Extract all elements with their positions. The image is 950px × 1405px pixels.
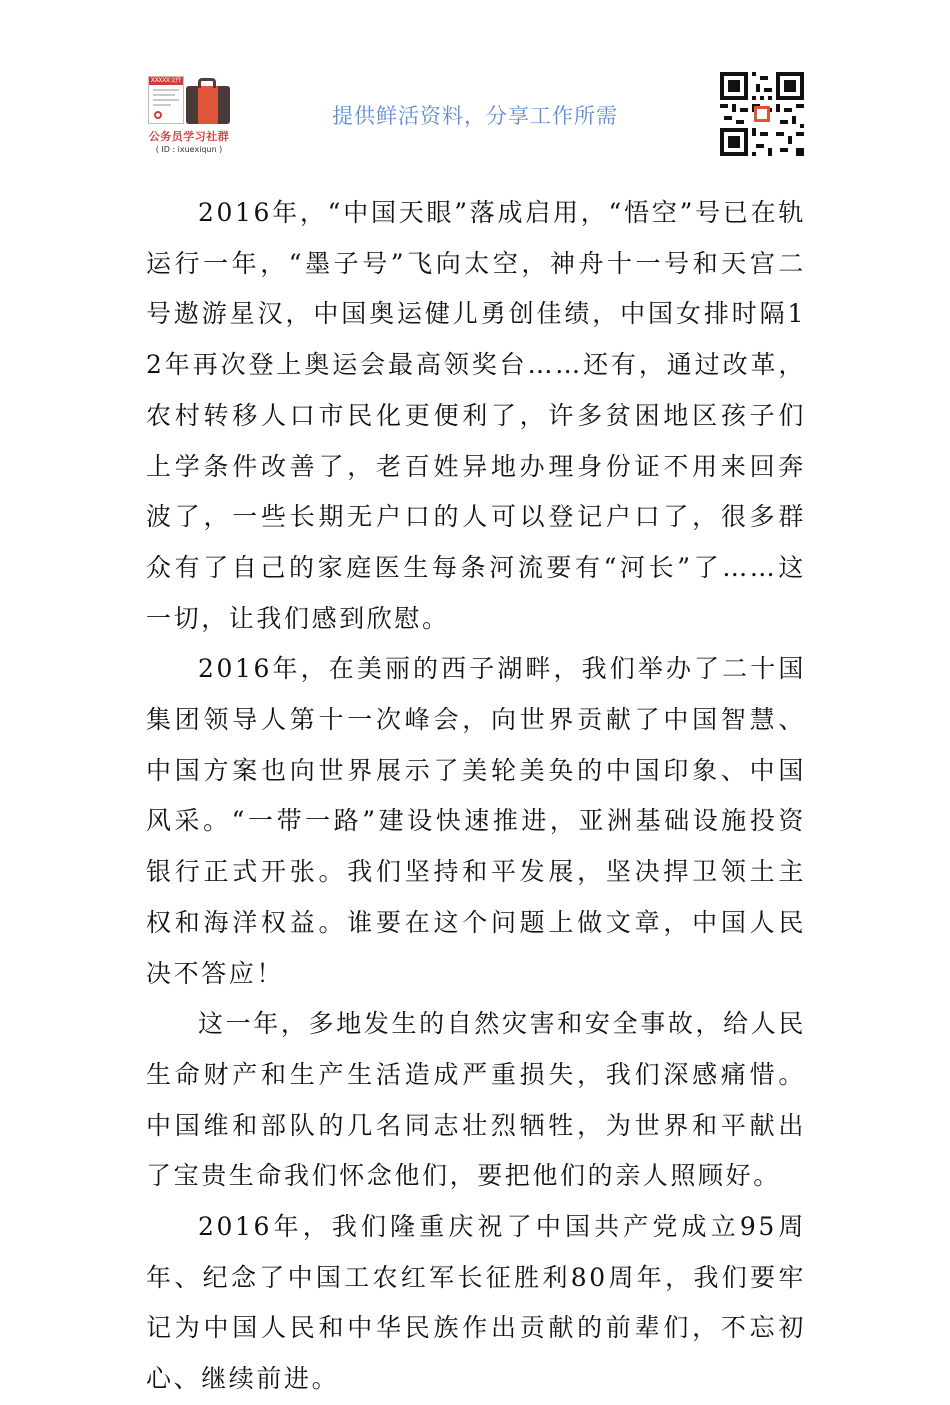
paragraph: 2016年，我们隆重庆祝了中国共产党成立95周年、纪念了中国工农红军长征胜利80周年，我们要牢记为中国人民和中华民族作出贡献的前辈们，不忘初心、继续前进。: [146, 1212, 806, 1394]
logo-doc-label: XXXXX文件: [150, 77, 182, 84]
logo-name: 公务员学习社群: [148, 130, 230, 143]
qr-code-icon: [720, 72, 804, 156]
logo: [138, 70, 240, 160]
briefcase-strap: [186, 86, 198, 124]
briefcase-strap: [218, 86, 230, 124]
logo-doc-line: [153, 99, 179, 101]
paragraph: 2016年，“中国天眼”落成启用，“悟空”号已在轨运行一年，“墨子号”飞向太空，神舟十一号和天宫二号遨游星汉，中国奥运健儿勇创佳绩，中国女排时隔12年再次登上奥运会最高领奖台……还有，通过改革，农村转移人口市民化更便利了，许多贫困地区孩子们上学条件改善了，老百姓异地办理身份证不用来回奔波了，一些长期无户口的人可以登记户口了，很多群众有了自己的家庭医生每条河流要有“河长”了……这一切，让我们感到欣慰。: [146, 198, 806, 633]
briefcase-handle: [198, 78, 216, 88]
article-body: [146, 188, 806, 1405]
seal-icon: [154, 111, 162, 119]
tagline: 提供鲜活资料，分享工作所需: [332, 104, 618, 128]
paragraph: 这一年，多地发生的自然灾害和安全事故，给人民生命财产和生产生活造成严重损失，我们深感痛惜。中国维和部队的几名同志壮烈牺牲，为世界和平献出了宝贵生命我们怀念他们，要把他们的亲人照顾好。: [146, 1009, 806, 1191]
logo-doc-line: [153, 94, 175, 96]
logo-doc-line: [153, 89, 179, 91]
document-icon: [148, 76, 184, 124]
logo-doc-line: [153, 104, 171, 106]
page-header: [0, 0, 950, 170]
paragraph: 2016年，在美丽的西子湖畔，我们举办了二十国集团领导人第十一次峰会，向世界贡献了中国智慧、中国方案也向世界展示了美轮美奂的中国印象、中国风采。“一带一路”建设快速推进，亚洲基础设施投资银行正式开张。我们坚持和平发展，坚决捍卫领土主权和海洋权益。谁要在这个问题上做文章，中国人民决不答应！: [146, 654, 806, 988]
logo-id: ( ID : ixuexiqun ): [155, 145, 223, 154]
